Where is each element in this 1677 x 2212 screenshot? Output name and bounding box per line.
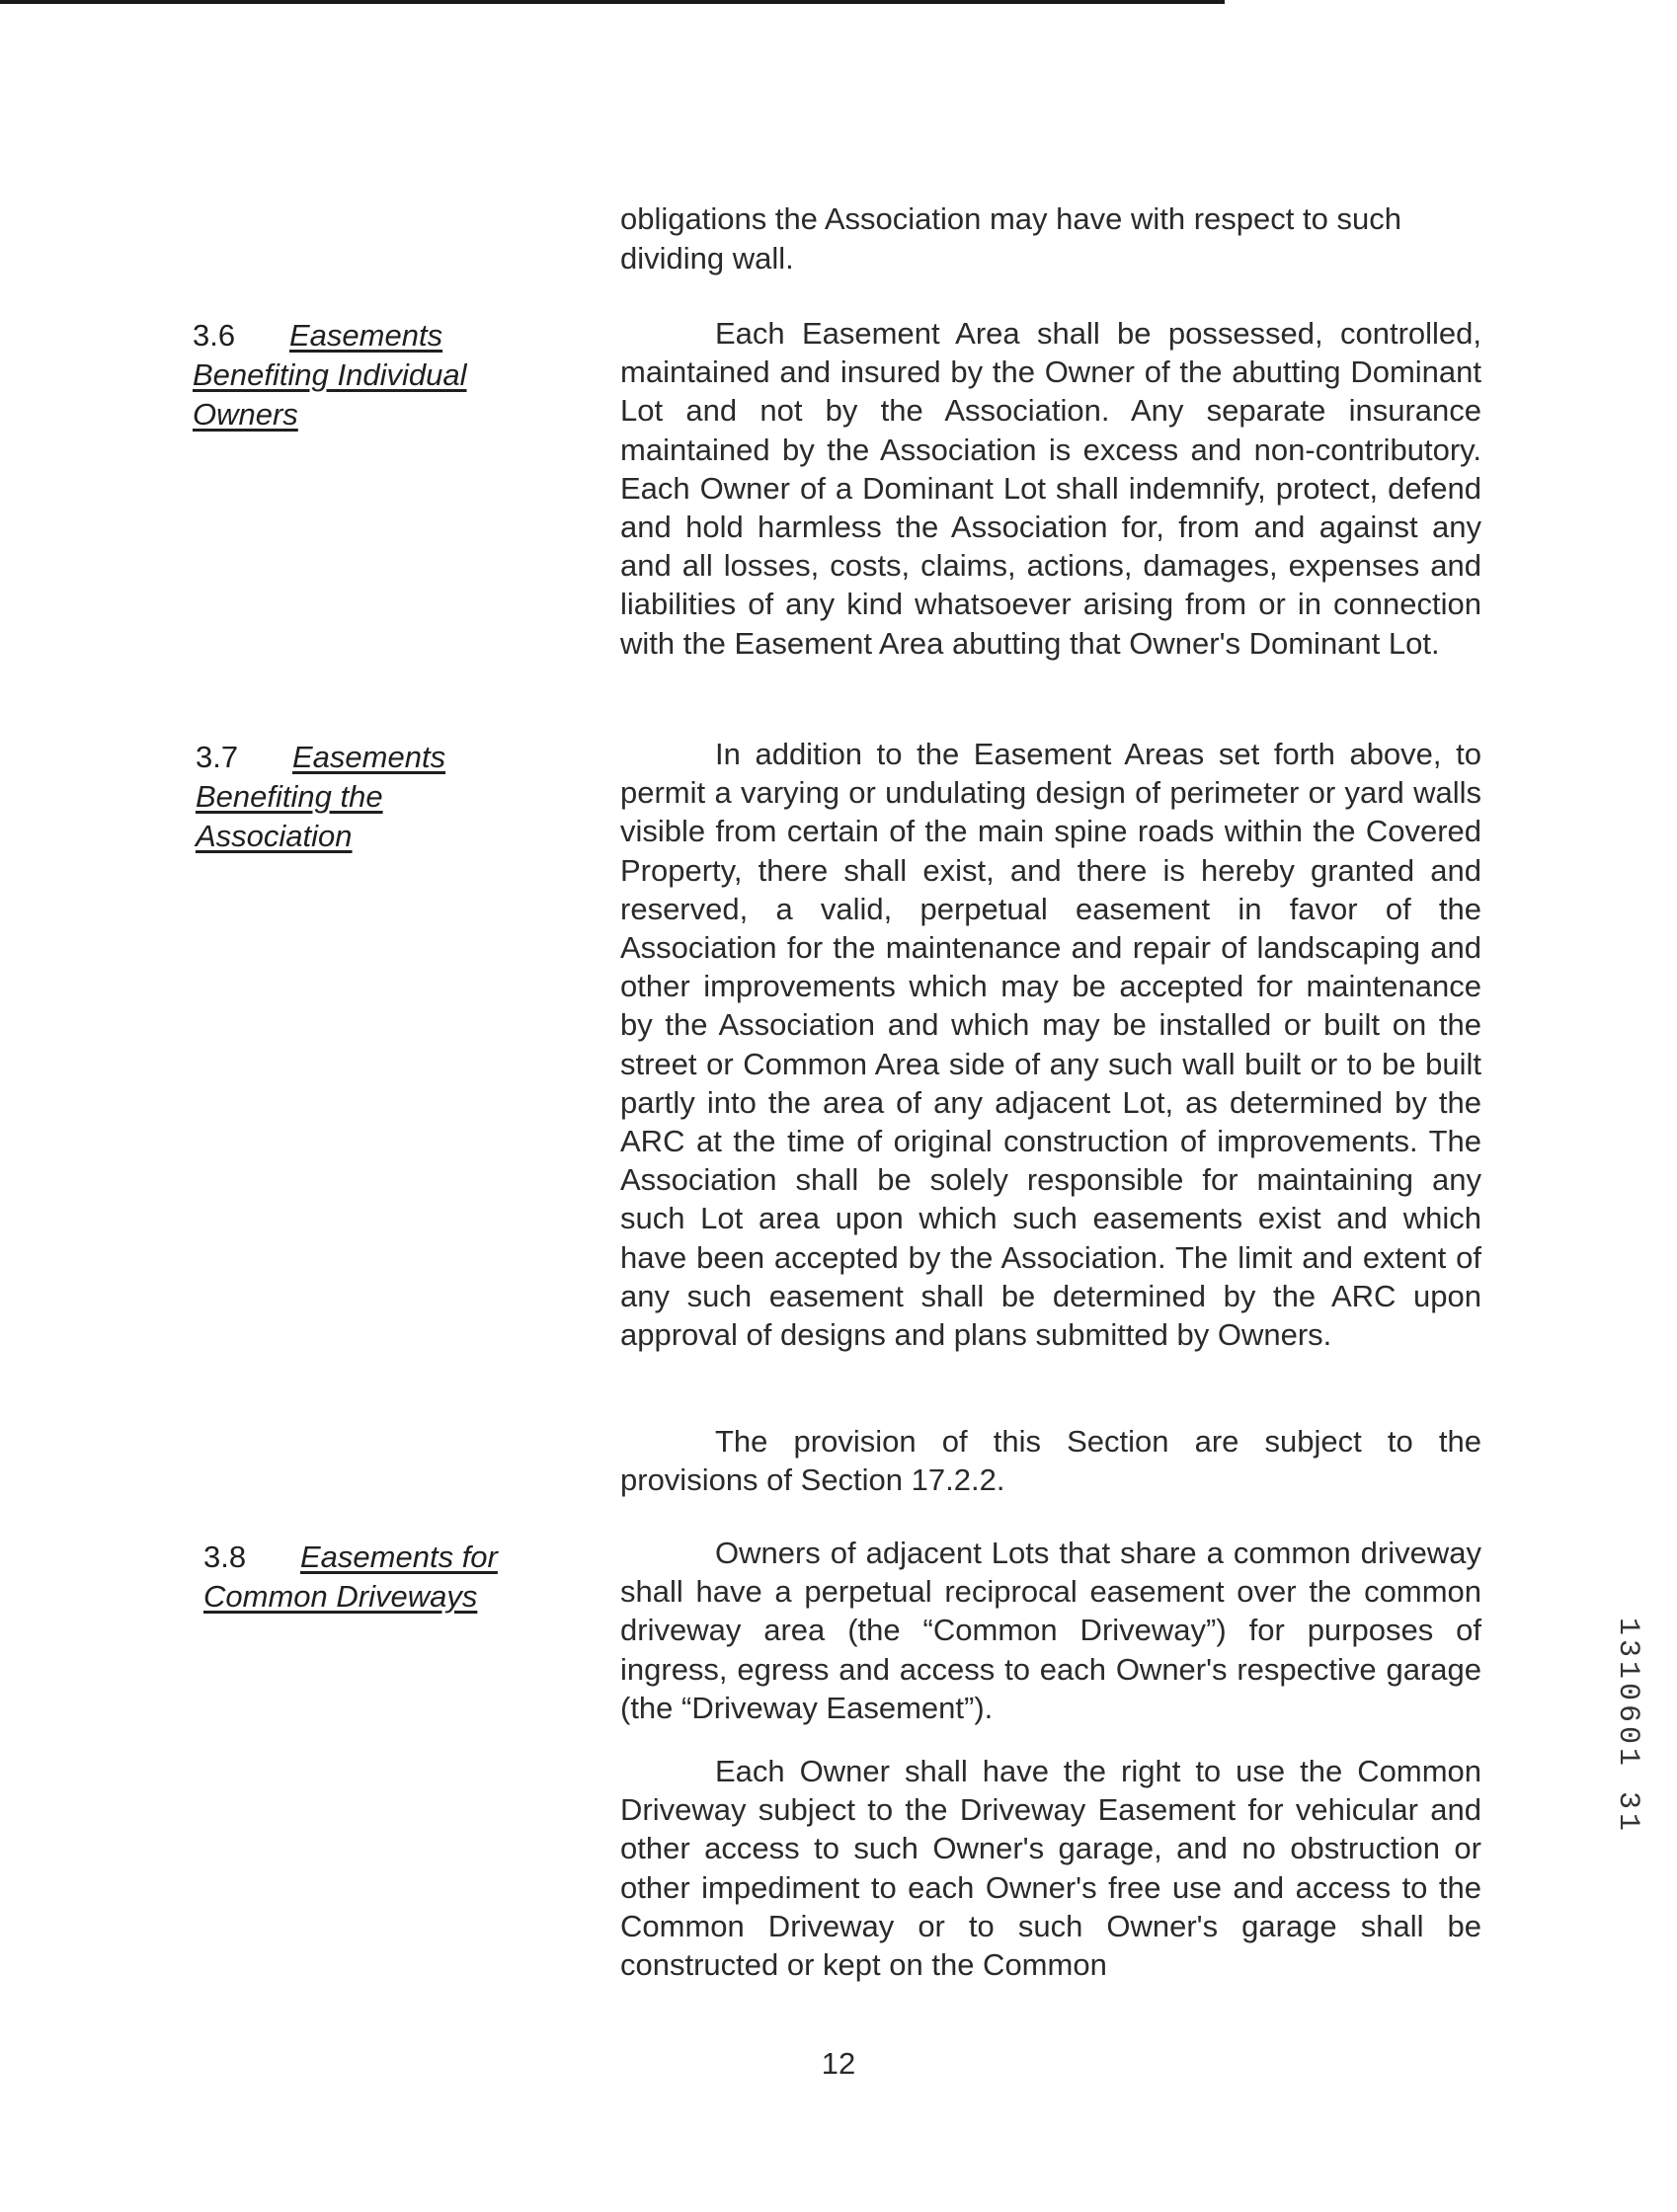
section-3-8-paragraph-2: Each Owner shall have the right to use the Common Driveway subject to the Driveway Easement for vehicular and other access to such Owner's garage, and no obstruction or other impediment to each Owner's free use and access to the Common Driveway or to such Owner's garage shall be constructed or kept on the Common	[620, 1754, 1481, 1983]
section-3-8-heading	[203, 1538, 569, 1617]
section-3-8-paragraph-1: Owners of adjacent Lots that share a common driveway shall have a perpetual reciprocal easement over the common driveway area (the “Common Driveway”) for purposes of ingress, egress and access to each Owner's respective garage (the “Driveway Easement”).	[620, 1536, 1481, 1725]
section-number: 3.6	[193, 318, 236, 353]
margin-stamp	[1598, 1578, 1657, 1874]
section-title: Easements Benefiting Individual Owners	[193, 318, 467, 432]
top-rule	[0, 0, 1225, 4]
section-title: Easements for Common Driveways	[203, 1540, 498, 1614]
margin-stamp-text: 1310601 31	[1611, 1617, 1644, 1836]
section-number: 3.8	[203, 1540, 247, 1574]
page-number: 12	[821, 2046, 856, 2081]
section-3-6-heading	[193, 316, 528, 434]
section-title: Easements Benefiting the Association	[196, 740, 446, 853]
section-3-7-heading	[196, 738, 492, 856]
section-3-6-paragraph-1: Each Easement Area shall be possessed, controlled, maintained and insured by the Owner of the abutting Dominant Lot and not by the Association. Any separate insurance maintained by the Association is excess and non-contributory. Each Owner of a Dominant Lot shall indemnify, protect, defend and hold harmless the Association for, from and against any and all losses, costs, claims, actions, damages, expenses and liabilities of any kind whatsoever arising from or in connection with the Easement Area abutting that Owner's Dominant Lot.	[620, 316, 1481, 661]
section-3-7-paragraph-1: In addition to the Easement Areas set forth above, to permit a varying or undulating design of perimeter or yard walls visible from certain of the main spine roads within the Covered Property, there shall exist, and there is hereby granted and reserved, a valid, perpetual easement in favor of the Association for the maintenance and repair of landscaping and other improvements which may be accepted for maintenance by the Association and which may be installed or built on the street or Common Area side of any such wall built or to be built partly into the area of any adjacent Lot, as determined by the ARC at the time of original construction of improvements. The Association shall be solely responsible for maintaining any such Lot area upon which such easements exist and which have been accepted by the Association. The limit and extent of any such easement shall be determined by the ARC upon approval of designs and plans submitted by Owners.	[620, 737, 1481, 1353]
section-3-7-paragraph-2: The provision of this Section are subject to the provisions of Section 17.2.2.	[620, 1424, 1481, 1498]
continuation-text: obligations the Association may have with respect to such dividing wall.	[620, 201, 1401, 276]
section-number: 3.7	[196, 740, 239, 774]
